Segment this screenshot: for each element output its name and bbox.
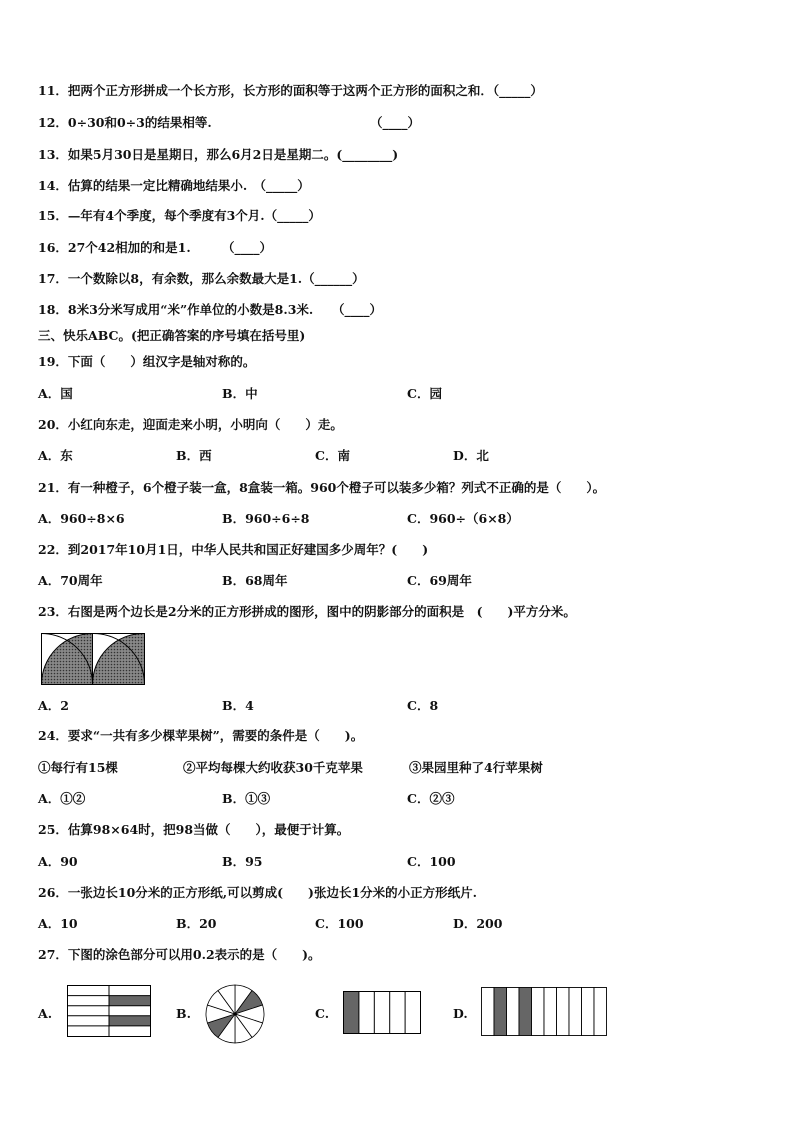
question-22-option-c: C．69周年 bbox=[407, 573, 472, 588]
bar-column bbox=[582, 988, 595, 1036]
question-19-stem: 19．下面（ ）组汉字是轴对称的。 bbox=[38, 354, 256, 369]
question-24-option-b: B．①③ bbox=[222, 791, 271, 806]
question-19-option-a: A．国 bbox=[38, 386, 73, 401]
question-27-figure-a bbox=[67, 985, 151, 1037]
bar-column bbox=[569, 988, 582, 1036]
question-22-option-a: A．70周年 bbox=[38, 573, 103, 588]
question-23-figure bbox=[41, 633, 145, 685]
question-19-option-c: C．园 bbox=[407, 386, 442, 401]
question-27-stem: 27．下图的涂色部分可以用0.2表示的是（ )。 bbox=[38, 947, 321, 962]
bar-column bbox=[507, 988, 520, 1036]
bar-column bbox=[519, 988, 532, 1036]
question-26-option-a: A．10 bbox=[38, 916, 78, 931]
question-24-condition-3: ③果园里种了4行苹果树 bbox=[409, 760, 543, 775]
question-27-option-d-label: D. bbox=[453, 1006, 468, 1021]
question-19-option-b: B．中 bbox=[222, 386, 258, 401]
question-14: 14．估算的结果一定比精确地结果小. （_____） bbox=[38, 178, 310, 193]
question-17: 17．一个数除以8，有余数，那么余数最大是1.（______） bbox=[38, 271, 365, 286]
question-27-option-a-label: A. bbox=[38, 1006, 53, 1021]
section-3-title: 三、快乐ABC。(把正确答案的序号填在括号里) bbox=[38, 328, 306, 343]
question-20-option-d: D．北 bbox=[453, 448, 489, 463]
question-24-stem: 24．要求“一共有多少棵苹果树”，需要的条件是（ )。 bbox=[38, 728, 364, 743]
question-26-option-b: B．20 bbox=[176, 916, 217, 931]
question-21-stem: 21．有一种橙子，6个橙子装一盒，8盒装一箱。960个橙子可以装多少箱？列式不正确的是（ ）。 bbox=[38, 480, 606, 495]
question-12: 12．0÷30和0÷3的结果相等. bbox=[38, 115, 212, 130]
question-13: 13．如果5月30日是星期日，那么6月2日是星期二。(________) bbox=[38, 147, 399, 162]
question-27-option-b-label: B. bbox=[176, 1006, 191, 1021]
question-27-option-c-label: C. bbox=[315, 1006, 330, 1021]
question-23-option-c: C．8 bbox=[407, 698, 439, 713]
question-15: 15．—年有4个季度，每个季度有3个月.（_____） bbox=[38, 208, 321, 223]
question-25-option-a: A．90 bbox=[38, 854, 78, 869]
question-18: 18．8米3分米写成用“米”作单位的小数是8.3米. （____） bbox=[38, 302, 383, 317]
question-21-option-b: B．960÷6÷8 bbox=[222, 511, 310, 526]
question-24-condition-2: ②平均每棵大约收获30千克苹果 bbox=[183, 760, 363, 775]
question-25-option-c: C．100 bbox=[407, 854, 456, 869]
question-21-option-c: C．960÷（6×8） bbox=[407, 511, 519, 526]
question-20-option-c: C．南 bbox=[315, 448, 350, 463]
question-20-stem: 20．小红向东走，迎面走来小明，小明向（ ）走。 bbox=[38, 417, 343, 432]
question-22-stem: 22．到2017年10月1日，中华人民共和国正好建国多少周年？( ) bbox=[38, 542, 429, 557]
question-25-stem: 25．估算98×64时，把98当做（ ），最便于计算。 bbox=[38, 822, 350, 837]
question-24-condition-1: ①每行有15棵 bbox=[38, 760, 118, 775]
question-20-option-b: B．西 bbox=[176, 448, 212, 463]
question-21-option-a: A．960÷8×6 bbox=[38, 511, 125, 526]
question-27-figure-b bbox=[204, 983, 266, 1045]
question-26-stem: 26．一张边长10分米的正方形纸,可以剪成( )张边长1分米的小正方形纸片. bbox=[38, 885, 478, 900]
question-23-option-a: A．2 bbox=[38, 698, 69, 713]
question-26-option-d: D．200 bbox=[453, 916, 503, 931]
question-16: 16．27个42相加的和是1. （____） bbox=[38, 240, 272, 255]
question-25-option-b: B．95 bbox=[222, 854, 263, 869]
bar-column bbox=[544, 988, 557, 1036]
question-26-option-c: C．100 bbox=[315, 916, 364, 931]
question-20-option-a: A．东 bbox=[38, 448, 73, 463]
bar-column bbox=[494, 988, 507, 1036]
question-24-option-c: C．②③ bbox=[407, 791, 455, 806]
bar-column bbox=[557, 988, 570, 1036]
question-27-figure-d bbox=[481, 987, 607, 1037]
question-27-figure-c bbox=[343, 991, 421, 1034]
question-24-option-a: A．①② bbox=[38, 791, 86, 806]
question-11: 11．把两个正方形拼成一个长方形，长方形的面积等于这两个正方形的面积之和．（_____） bbox=[38, 83, 543, 98]
bar-column bbox=[532, 988, 545, 1036]
question-23-stem: 23．右图是两个边长是2分米的正方形拼成的图形，图中的阴影部分的面积是 ( )平方分米。 bbox=[38, 604, 576, 619]
question-22-option-b: B．68周年 bbox=[222, 573, 288, 588]
question-12-blank: （____） bbox=[370, 115, 421, 130]
bar-column bbox=[482, 988, 495, 1036]
question-23-option-b: B．4 bbox=[222, 698, 254, 713]
bar-column bbox=[594, 988, 607, 1036]
